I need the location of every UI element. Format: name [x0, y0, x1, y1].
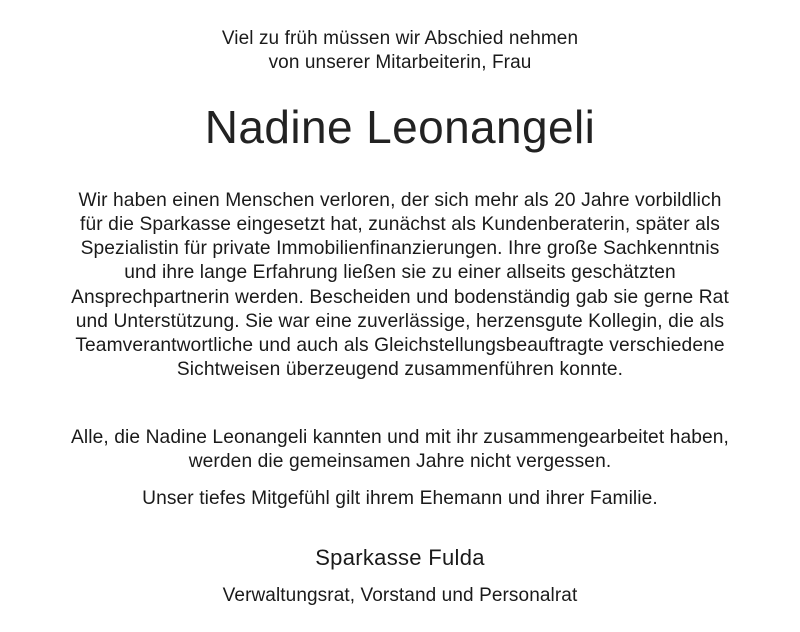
deceased-name: Nadine Leonangeli	[204, 101, 596, 153]
paragraph1-line: Sichtweisen überzeugend zusammenführen konnte.	[176, 359, 624, 380]
paragraph2-line: Alle, die Nadine Leonangeli kannten und mit ihr zusammengearbeitet haben,	[71, 427, 729, 448]
paragraph1-line: Ansprechpartnerin werden. Bescheiden und bodenständig gab sie gerne Rat	[71, 287, 729, 308]
paragraph3: Unser tiefes Mitgefühl gilt ihrem Ehemann und ihrer Familie.	[142, 488, 658, 509]
paragraph1-line: und ihre lange Erfahrung ließen sie zu einer allseits geschätzten	[124, 262, 676, 283]
paragraph1-line: Spezialistin für private Immobilienfinanzierungen. Ihre große Sachkenntnis	[80, 238, 720, 259]
paragraph1-line: Wir haben einen Menschen verloren, der sich mehr als 20 Jahre vorbildlich	[78, 190, 722, 211]
signature-bodies: Verwaltungsrat, Vorstand und Personalrat	[222, 585, 578, 606]
paragraph1-line: und Unterstützung. Sie war eine zuverlässige, herzensgute Kollegin, die als	[75, 311, 725, 332]
signature-organization: Sparkasse Fulda	[315, 545, 485, 570]
paragraph1-line: für die Sparkasse eingesetzt hat, zunächst als Kundenberaterin, später als	[80, 214, 720, 235]
paragraph1-line: Teamverantwortliche und auch als Gleichstellungsbeauftragte verschiedene	[75, 335, 725, 356]
paragraph2-line: werden die gemeinsamen Jahre nicht vergessen.	[188, 451, 612, 472]
intro-line-1: Viel zu früh müssen wir Abschied nehmen	[221, 28, 579, 49]
intro-line-2: von unserer Mitarbeiterin, Frau	[268, 52, 532, 73]
